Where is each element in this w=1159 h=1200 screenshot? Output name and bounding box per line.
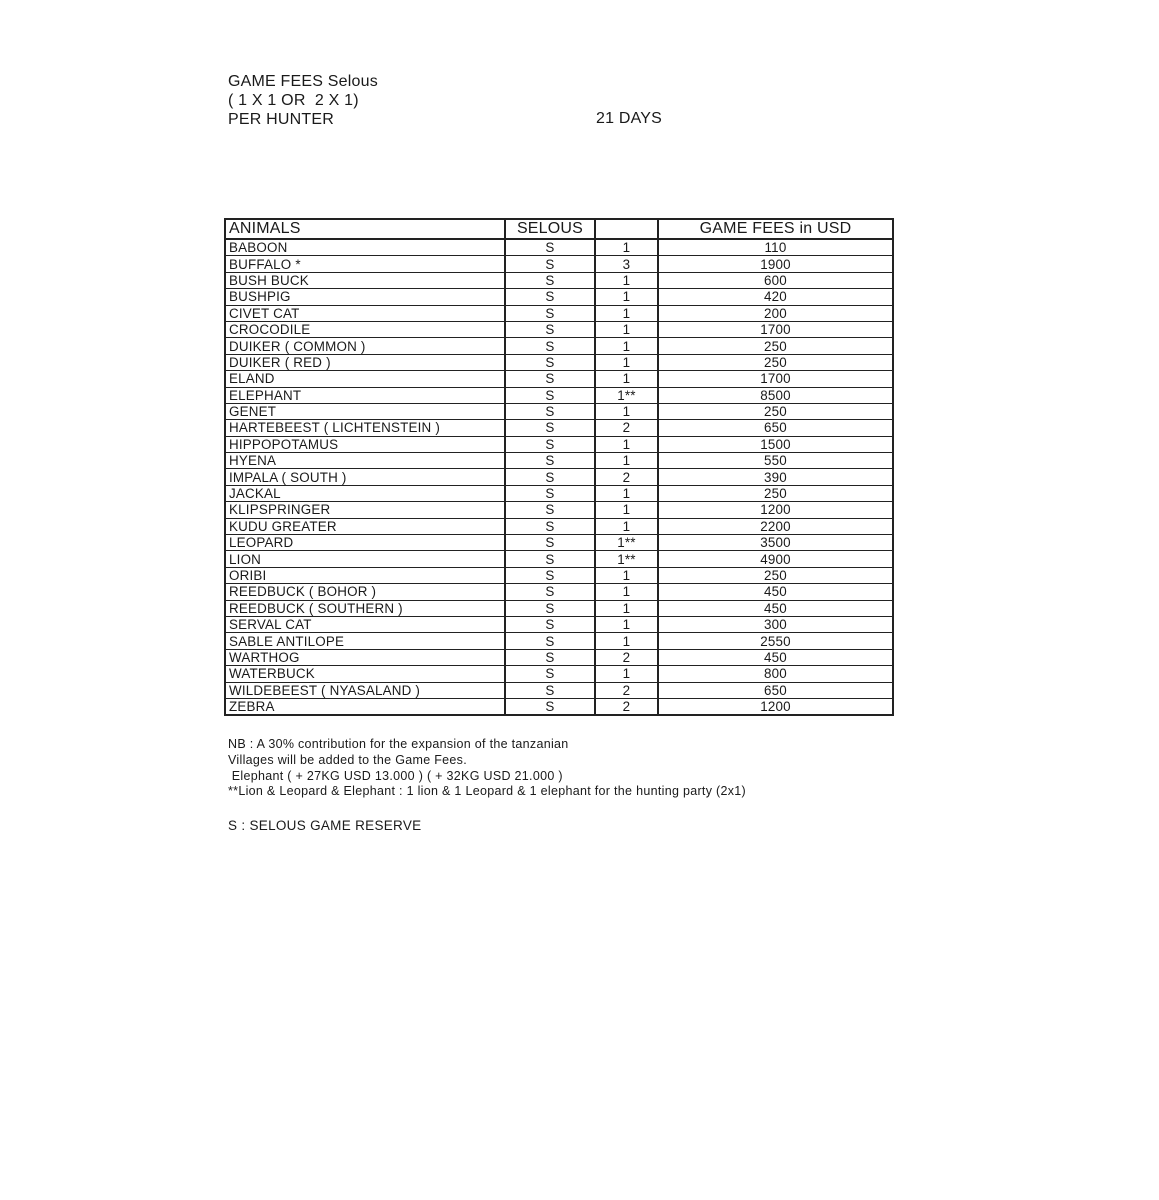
fee-cell: 250 [658,567,893,583]
animal-cell: ELEPHANT [225,387,505,403]
fee-cell: 420 [658,289,893,305]
quantity-cell: 1 [595,239,658,256]
fee-cell: 1500 [658,436,893,452]
reserve-cell: S [505,321,595,337]
quantity-cell: 1 [595,289,658,305]
fee-cell: 300 [658,616,893,632]
reserve-cell: S [505,698,595,715]
quantity-cell: 1 [595,666,658,682]
quantity-cell: 1 [595,354,658,370]
fee-cell: 1700 [658,321,893,337]
reserve-cell: S [505,584,595,600]
table-row [225,256,893,272]
quantity-cell: 1 [595,584,658,600]
fee-cell: 250 [658,485,893,501]
table-row [225,600,893,616]
table-row [225,502,893,518]
animal-cell: SABLE ANTILOPE [225,633,505,649]
animal-cell: LION [225,551,505,567]
reserve-cell: S [505,436,595,452]
quantity-cell: 1 [595,567,658,583]
quantity-cell: 1 [595,305,658,321]
reserve-cell: S [505,485,595,501]
reserve-cell: S [505,469,595,485]
column-header-animals: ANIMALS [225,219,505,239]
table-row [225,371,893,387]
table-row [225,239,893,256]
reserve-cell: S [505,338,595,354]
quantity-cell: 2 [595,682,658,698]
table-row [225,584,893,600]
quantity-cell: 3 [595,256,658,272]
animal-cell: JACKAL [225,485,505,501]
table-row [225,453,893,469]
animal-cell: BUFFALO * [225,256,505,272]
reserve-cell: S [505,535,595,551]
reserve-cell: S [505,666,595,682]
fee-cell: 600 [658,272,893,288]
animal-cell: CIVET CAT [225,305,505,321]
table-row [225,666,893,682]
reserve-cell: S [505,239,595,256]
animal-cell: DUIKER ( RED ) [225,354,505,370]
quantity-cell: 1 [595,633,658,649]
reserve-cell: S [505,387,595,403]
animal-cell: GENET [225,403,505,419]
note-line: Elephant ( + 27KG USD 13.000 ) ( + 32KG USD 21.000 ) [228,768,563,783]
animal-cell: ELAND [225,371,505,387]
reserve-cell: S [505,272,595,288]
table-row [225,338,893,354]
reserve-cell: S [505,649,595,665]
note-line: NB : A 30% contribution for the expansion of the tanzanian [228,737,569,751]
fee-cell: 1200 [658,698,893,715]
quantity-cell: 1 [595,321,658,337]
reserve-cell: S [505,633,595,649]
column-header-game-fees: GAME FEES in USD [658,219,893,239]
animal-cell: HIPPOPOTAMUS [225,436,505,452]
table-row [225,535,893,551]
table-row [225,403,893,419]
table-row [225,485,893,501]
fee-cell: 250 [658,403,893,419]
reserve-legend: S : SELOUS GAME RESERVE [228,818,422,833]
table-body [225,239,893,715]
animal-cell: CROCODILE [225,321,505,337]
fee-cell: 2200 [658,518,893,534]
animal-cell: LEOPARD [225,535,505,551]
animal-cell: WATERBUCK [225,666,505,682]
reserve-cell: S [505,256,595,272]
fee-cell: 650 [658,420,893,436]
reserve-cell: S [505,616,595,632]
fee-cell: 1700 [658,371,893,387]
quantity-cell: 1 [595,403,658,419]
table-row [225,682,893,698]
table-row [225,420,893,436]
fee-cell: 450 [658,600,893,616]
quantity-cell: 1 [595,600,658,616]
quantity-cell: 1** [595,551,658,567]
quantity-cell: 1** [595,535,658,551]
quantity-cell: 1 [595,371,658,387]
quantity-cell: 2 [595,420,658,436]
table-row [225,387,893,403]
reserve-cell: S [505,600,595,616]
document-title: GAME FEES Selous [228,73,378,90]
quantity-cell: 1 [595,272,658,288]
animal-cell: REEDBUCK ( BOHOR ) [225,584,505,600]
fee-cell: 3500 [658,535,893,551]
quantity-cell: 1** [595,387,658,403]
fee-cell: 4900 [658,551,893,567]
table-row [225,469,893,485]
reserve-cell: S [505,502,595,518]
animal-cell: BABOON [225,239,505,256]
quantity-cell: 1 [595,485,658,501]
note-line: Villages will be added to the Game Fees. [228,752,467,767]
quantity-cell: 1 [595,338,658,354]
animal-cell: SERVAL CAT [225,616,505,632]
table-row [225,305,893,321]
reserve-cell: S [505,551,595,567]
quantity-cell: 1 [595,502,658,518]
quantity-cell: 1 [595,453,658,469]
reserve-cell: S [505,420,595,436]
table-row [225,321,893,337]
table-header-row [225,219,893,239]
fee-cell: 110 [658,239,893,256]
quantity-cell: 2 [595,698,658,715]
animal-cell: BUSHPIG [225,289,505,305]
table-row [225,354,893,370]
fee-cell: 8500 [658,387,893,403]
fee-cell: 250 [658,354,893,370]
fee-cell: 250 [658,338,893,354]
animal-cell: KLIPSPRINGER [225,502,505,518]
table-row [225,518,893,534]
animal-cell: HYENA [225,453,505,469]
reserve-cell: S [505,371,595,387]
reserve-cell: S [505,403,595,419]
quantity-cell: 1 [595,436,658,452]
animal-cell: ZEBRA [225,698,505,715]
fee-cell: 1200 [658,502,893,518]
quantity-cell: 1 [595,518,658,534]
fee-cell: 1900 [658,256,893,272]
reserve-cell: S [505,567,595,583]
hunting-format: ( 1 X 1 OR 2 X 1) [228,92,359,109]
quantity-cell: 2 [595,469,658,485]
table-row [225,436,893,452]
table-row [225,272,893,288]
notes-block [228,737,746,800]
reserve-cell: S [505,518,595,534]
animal-cell: WARTHOG [225,649,505,665]
table-row [225,616,893,632]
table-row [225,649,893,665]
animal-cell: IMPALA ( SOUTH ) [225,469,505,485]
fee-cell: 550 [658,453,893,469]
animal-cell: ORIBI [225,567,505,583]
animal-cell: BUSH BUCK [225,272,505,288]
duration-label: 21 DAYS [596,110,663,127]
reserve-cell: S [505,453,595,469]
reserve-cell: S [505,682,595,698]
animal-cell: WILDEBEEST ( NYASALAND ) [225,682,505,698]
table-row [225,633,893,649]
animal-cell: HARTEBEEST ( LICHTENSTEIN ) [225,420,505,436]
column-header-selous: SELOUS [505,219,595,239]
quantity-cell: 1 [595,616,658,632]
quantity-cell: 2 [595,649,658,665]
per-hunter-label: PER HUNTER [228,111,335,128]
table-row [225,567,893,583]
reserve-cell: S [505,354,595,370]
animal-cell: REEDBUCK ( SOUTHERN ) [225,600,505,616]
fee-cell: 390 [658,469,893,485]
game-fees-table [224,218,894,716]
table-row [225,551,893,567]
animal-cell: DUIKER ( COMMON ) [225,338,505,354]
fee-cell: 800 [658,666,893,682]
column-header-quantity [595,219,658,239]
animal-cell: KUDU GREATER [225,518,505,534]
fee-cell: 450 [658,649,893,665]
reserve-cell: S [505,289,595,305]
table-row [225,289,893,305]
fee-cell: 450 [658,584,893,600]
fee-cell: 650 [658,682,893,698]
fee-cell: 200 [658,305,893,321]
table-row [225,698,893,715]
fee-cell: 2550 [658,633,893,649]
reserve-cell: S [505,305,595,321]
document-header [228,72,378,129]
note-line: **Lion & Leopard & Elephant : 1 lion & 1 Leopard & 1 elephant for the hunting party (2x1) [228,784,747,799]
